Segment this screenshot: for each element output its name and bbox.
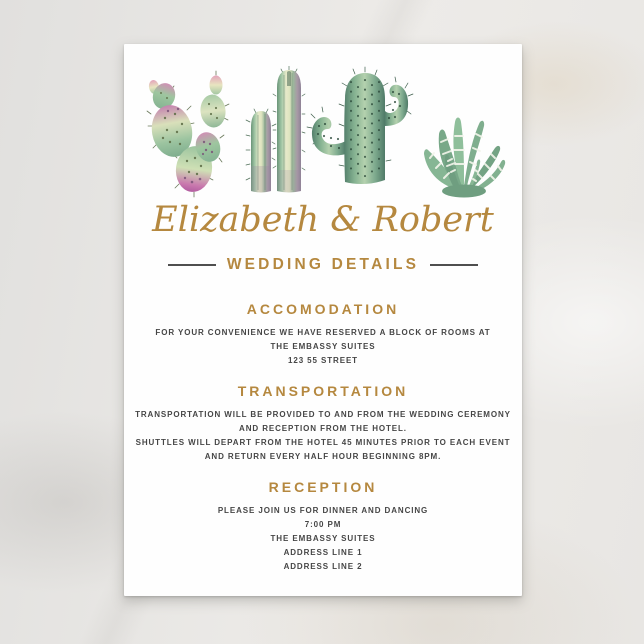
wedding-details-heading: WEDDING DETAILS [226, 256, 420, 273]
transportation-heading: TRANSPORTATION [237, 383, 409, 399]
section-line: ADDRESS LINE 1 [283, 548, 363, 557]
wedding-details-card [124, 44, 522, 596]
section-line: THE EMBASSY SUITES [270, 534, 376, 543]
reception-heading: RECEPTION [268, 479, 378, 495]
transportation-section [134, 382, 512, 464]
section-line: SHUTTLES WILL DEPART FROM THE HOTEL 45 MINUTES PRIOR TO EACH EVENT [135, 438, 511, 447]
section-line: AND RETURN EVERY HALF HOUR BEGINNING 8PM. [204, 452, 442, 461]
cacti-illustration [137, 66, 509, 200]
section-line: FOR YOUR CONVENIENCE WE HAVE RESERVED A BLOCK OF ROOMS AT [155, 328, 491, 337]
card-sections [134, 300, 512, 588]
accommodation-section [134, 300, 512, 368]
section-line: PLEASE JOIN US FOR DINNER AND DANCING [217, 506, 429, 515]
accommodation-heading: ACCOMODATION [246, 301, 400, 317]
section-line: ADDRESS LINE 2 [283, 562, 363, 571]
section-line: AND RECEPTION FROM THE HOTEL. [239, 424, 407, 433]
heading-dash-right [430, 264, 478, 266]
reception-section [134, 478, 512, 574]
section-line: THE EMBASSY SUITES [270, 342, 376, 351]
section-line: TRANSPORTATION WILL BE PROVIDED TO AND FROM THE WEDDING CEREMONY [135, 410, 511, 419]
section-line: 123 55 STREET [288, 356, 358, 365]
columnar-cacti [246, 66, 305, 193]
saguaro-cactus [307, 67, 413, 184]
prickly-pear-cactus [147, 71, 229, 197]
couple-names: Elizabeth & Robert [152, 200, 494, 240]
heading-dash-left [168, 264, 216, 266]
wedding-details-heading-row [124, 252, 522, 278]
section-line: 7:00 PM [304, 520, 342, 529]
striped-succulent [424, 118, 505, 198]
